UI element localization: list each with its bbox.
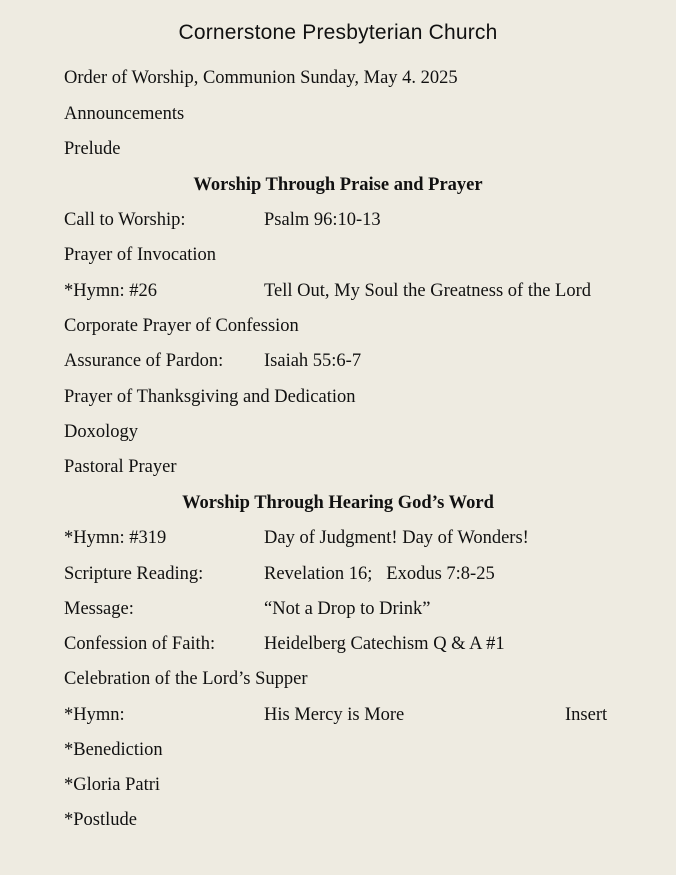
hymn-mercy-label: *Hymn: <box>64 705 125 725</box>
call-to-worship-label: Call to Worship: <box>64 210 186 230</box>
hymn-319-title: Day of Judgment! Day of Wonders! <box>264 528 529 548</box>
confession-of-faith-reference: Heidelberg Catechism Q & A #1 <box>264 634 505 654</box>
confession-of-faith-label: Confession of Faith: <box>64 634 216 654</box>
hymn-319-label: *Hymn: #319 <box>64 528 167 548</box>
hymn-mercy-title: His Mercy is More <box>264 705 405 725</box>
gloria-patri-item: *Gloria Patri <box>64 775 161 795</box>
scripture-reading-reference: Revelation 16; Exodus 7:8-25 <box>264 564 495 584</box>
lords-supper-item: Celebration of the Lord’s Supper <box>64 669 308 689</box>
order-of-worship-line: Order of Worship, Communion Sunday, May 4. 2025 <box>64 68 458 88</box>
pastoral-prayer-item: Pastoral Prayer <box>64 457 177 477</box>
benediction-item: *Benediction <box>64 740 163 760</box>
hymn-26-label: *Hymn: #26 <box>64 281 158 301</box>
church-title: Cornerstone Presbyterian Church <box>178 21 498 44</box>
scripture-reading-label: Scripture Reading: <box>64 564 204 584</box>
message-label: Message: <box>64 599 134 619</box>
section-heading-word: Worship Through Hearing God’s Word <box>182 493 494 513</box>
announcements-item: Announcements <box>64 104 185 124</box>
hymn-insert-note: Insert <box>565 705 608 725</box>
prayer-of-invocation-item: Prayer of Invocation <box>64 245 217 265</box>
corporate-confession-item: Corporate Prayer of Confession <box>64 316 299 336</box>
postlude-item: *Postlude <box>64 810 137 830</box>
message-title: “Not a Drop to Drink” <box>264 599 431 619</box>
section-heading-praise: Worship Through Praise and Prayer <box>193 175 483 195</box>
hymn-26-title: Tell Out, My Soul the Greatness of the Lord <box>264 281 592 301</box>
assurance-of-pardon-reference: Isaiah 55:6-7 <box>264 351 362 371</box>
prayer-of-thanksgiving-item: Prayer of Thanksgiving and Dedication <box>64 387 356 407</box>
prelude-item: Prelude <box>64 139 121 159</box>
assurance-of-pardon-label: Assurance of Pardon: <box>64 351 224 371</box>
call-to-worship-reference: Psalm 96:10-13 <box>264 210 381 230</box>
doxology-item: Doxology <box>64 422 138 442</box>
